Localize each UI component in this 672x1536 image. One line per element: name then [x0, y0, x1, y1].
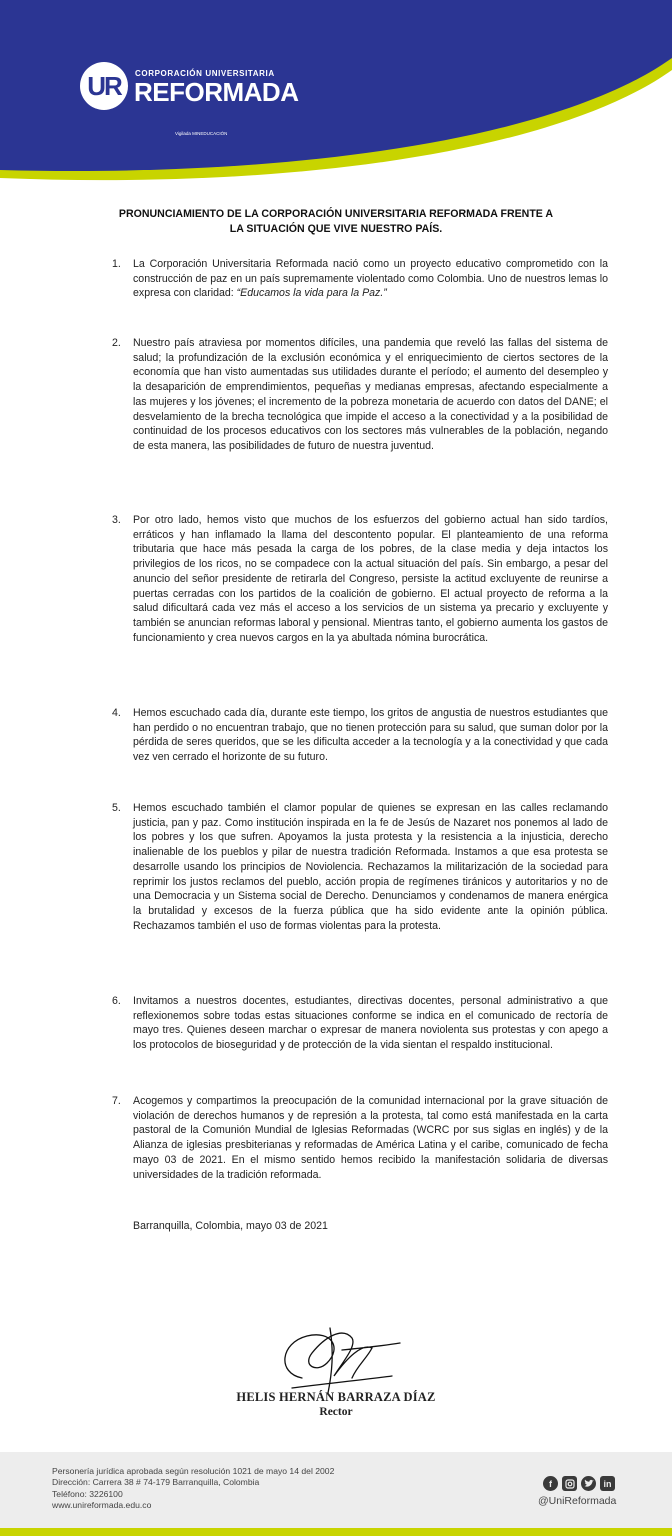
footer-website[interactable]: www.unireformada.edu.co	[52, 1500, 152, 1511]
footer-address: Dirección: Carrera 38 # 74-179 Barranquilla, Colombia	[52, 1477, 260, 1488]
linkedin-icon[interactable]: in	[600, 1476, 615, 1491]
item-text: Invitamos a nuestros docentes, estudiantes, directivas docentes, personal administrativo a que reflexionemos sobre todas estas situaciones conforme se indica en el comunicado de rectoría de mayo tres. Quienes deseen marchar o expresar de manera noviolenta sus protestas y con apego a los protocolos de bioseguridad y de protección de la vida sientan el respaldo institucional.	[133, 995, 608, 1052]
document-title-line-1: PRONUNCIAMIENTO DE LA CORPORACIÓN UNIVERSITARIA REFORMADA FRENTE A	[118, 208, 554, 220]
signer-name: HELIS HERNÁN BARRAZA DÍAZ	[236, 1390, 436, 1404]
logo-mark: UR	[80, 62, 128, 110]
document-title	[100, 207, 572, 237]
signature-image	[272, 1318, 402, 1398]
footer-phone: Teléfono: 3226100	[52, 1488, 123, 1499]
social-links	[543, 1476, 615, 1491]
item-number: 5.	[112, 802, 121, 814]
item-text: Acogemos y compartimos la preocupación de la comunidad internacional por la grave situación de violación de derechos humanos y de represión a la protesta, tal como está manifestada en la carta pastoral de la Comunión Mundial de Iglesias Reformadas (WCRC por sus siglas en inglés) y de la Alianza de iglesias presbiterianas y reformadas de América Latina y el caribe, comunicado de fecha mayo 03 de 2021. En el mismo sentido hemos recibido la manifestación solidaria de diversas universidades de la tradición reformada.	[133, 1095, 608, 1181]
item-number: 1.	[112, 258, 121, 270]
social-handle[interactable]: @UniReformada	[538, 1495, 617, 1507]
instagram-icon[interactable]	[562, 1476, 577, 1491]
logo-main-text: REFORMADA	[134, 77, 299, 107]
logo[interactable]	[80, 62, 299, 142]
item-text: Nuestro país atraviesa por momentos difíciles, una pandemia que reveló las fallas del sistema de salud; la profundización de la exclusión económica y el enriquecimiento de ciertos sectores de la economía que han visto aumentadas sus utilidades durante el período; el aumento del desempleo y la desaparición de emprendimientos, pequeñas y medianas empresas, afectando especialmente a las mujeres y los jóvenes; el incremento de la pobreza monetaria de acuerdo con datos del DANE; el desvelamiento de la brecha tecnológica que impide el acceso a la conectividad y a la posibilidad de continuidad de los procesos educativos con los sectores más vulnerables de la población, negando de esta manera, las posibilidades de futuro de nuestra juventud.	[133, 337, 608, 452]
item-number: 2.	[112, 337, 121, 349]
twitter-icon[interactable]	[581, 1476, 596, 1491]
item-text	[133, 257, 608, 301]
item-text: Hemos escuchado también el clamor popular de quienes se expresan en las calles reclamando justicia, pan y paz. Como institución inspirada en la fe de Jesús de Nazaret nos ponemos al lado de los pobres y los que sufren. Apoyamos la justa protesta y la resistencia a la injusticia, derecho inalienable de los pueblos y pilar de nuestra tradición Reformada. Instamos a que esa protesta se desarrolle usando los principios de Noviolencia. Rechazamos la militarización de la sociedad para reprimir los justos reclamos del pueblo, acción propia de regímenes tiránicos y autoritarios y no de una Democracia y un Sistema social de Derecho. Denunciamos y condenamos de manera enérgica la brutalidad y excesos de la fuerza pública que ha sido evidente ante la opinión pública. Rechazamos también el uso de formas violentas para la protesta.	[133, 802, 608, 932]
footer-accent-line	[0, 1528, 672, 1536]
item-text-body: La Corporación Universitaria Reformada nació como un proyecto educativo comprometido con la construcción de paz en un país supremamente violentado como Colombia. Uno de nuestros lemas lo expresa con claridad:	[133, 258, 608, 300]
facebook-icon[interactable]: f	[543, 1476, 558, 1491]
logo-sub-text: Vigilada MINEDUCACIÓN	[175, 131, 228, 136]
signer-role: Rector	[319, 1406, 353, 1418]
item-number: 3.	[112, 514, 121, 526]
item-number: 6.	[112, 995, 121, 1007]
place-date: Barranquilla, Colombia, mayo 03 de 2021	[133, 1220, 328, 1232]
item-number: 7.	[112, 1095, 121, 1107]
motto-quote: “Educamos la vida para la Paz.”	[236, 287, 387, 300]
item-text: Hemos escuchado cada día, durante este tiempo, los gritos de angustia de nuestros estudiantes que han perdido o no encuentran trabajo, que no tienen protección para su salud, que suman dolor por la pérdida de seres queridos, que se les dificulta acceder a la tecnología y a la conectividad y que cada vez ven cerrado el horizonte de su futuro.	[133, 707, 608, 764]
footer-info	[52, 1466, 334, 1512]
document-title-line-2: LA SITUACIÓN QUE VIVE NUESTRO PAÍS.	[229, 223, 443, 235]
logo-top-text: CORPORACIÓN UNIVERSITARIA	[135, 69, 275, 78]
footer-legal: Personería jurídica aprobada según resolución 1021 de mayo 14 del 2002	[52, 1466, 335, 1476]
item-text: Por otro lado, hemos visto que muchos de los esfuerzos del gobierno actual han sido tardíos, erráticos y han inflamado la llama del descontento popular. El planteamiento de una reforma tributaria que hace más pesada la carga de los pobres, de la clase media y deja intactos los privilegios de los ricos, no se compadece con la actual situación del país. Sin embargo, a pesar del anuncio del señor presidente de retirarla del Congreso, persiste la actitud excluyente de reunirse a puertas cerradas con los partidos de la coalición de gobierno. El actual proyecto de reforma a la salud dificultará cada vez más el acceso a los servicios de un sistema ya precario y excluyente y también se anuncian reformas laboral y pensional. Mientras tanto, el gobierno aumenta los gastos de funcionamiento y crea nuevos cargos en la ya abultada nómina burocrática.	[133, 514, 608, 644]
item-number: 4.	[112, 707, 121, 719]
